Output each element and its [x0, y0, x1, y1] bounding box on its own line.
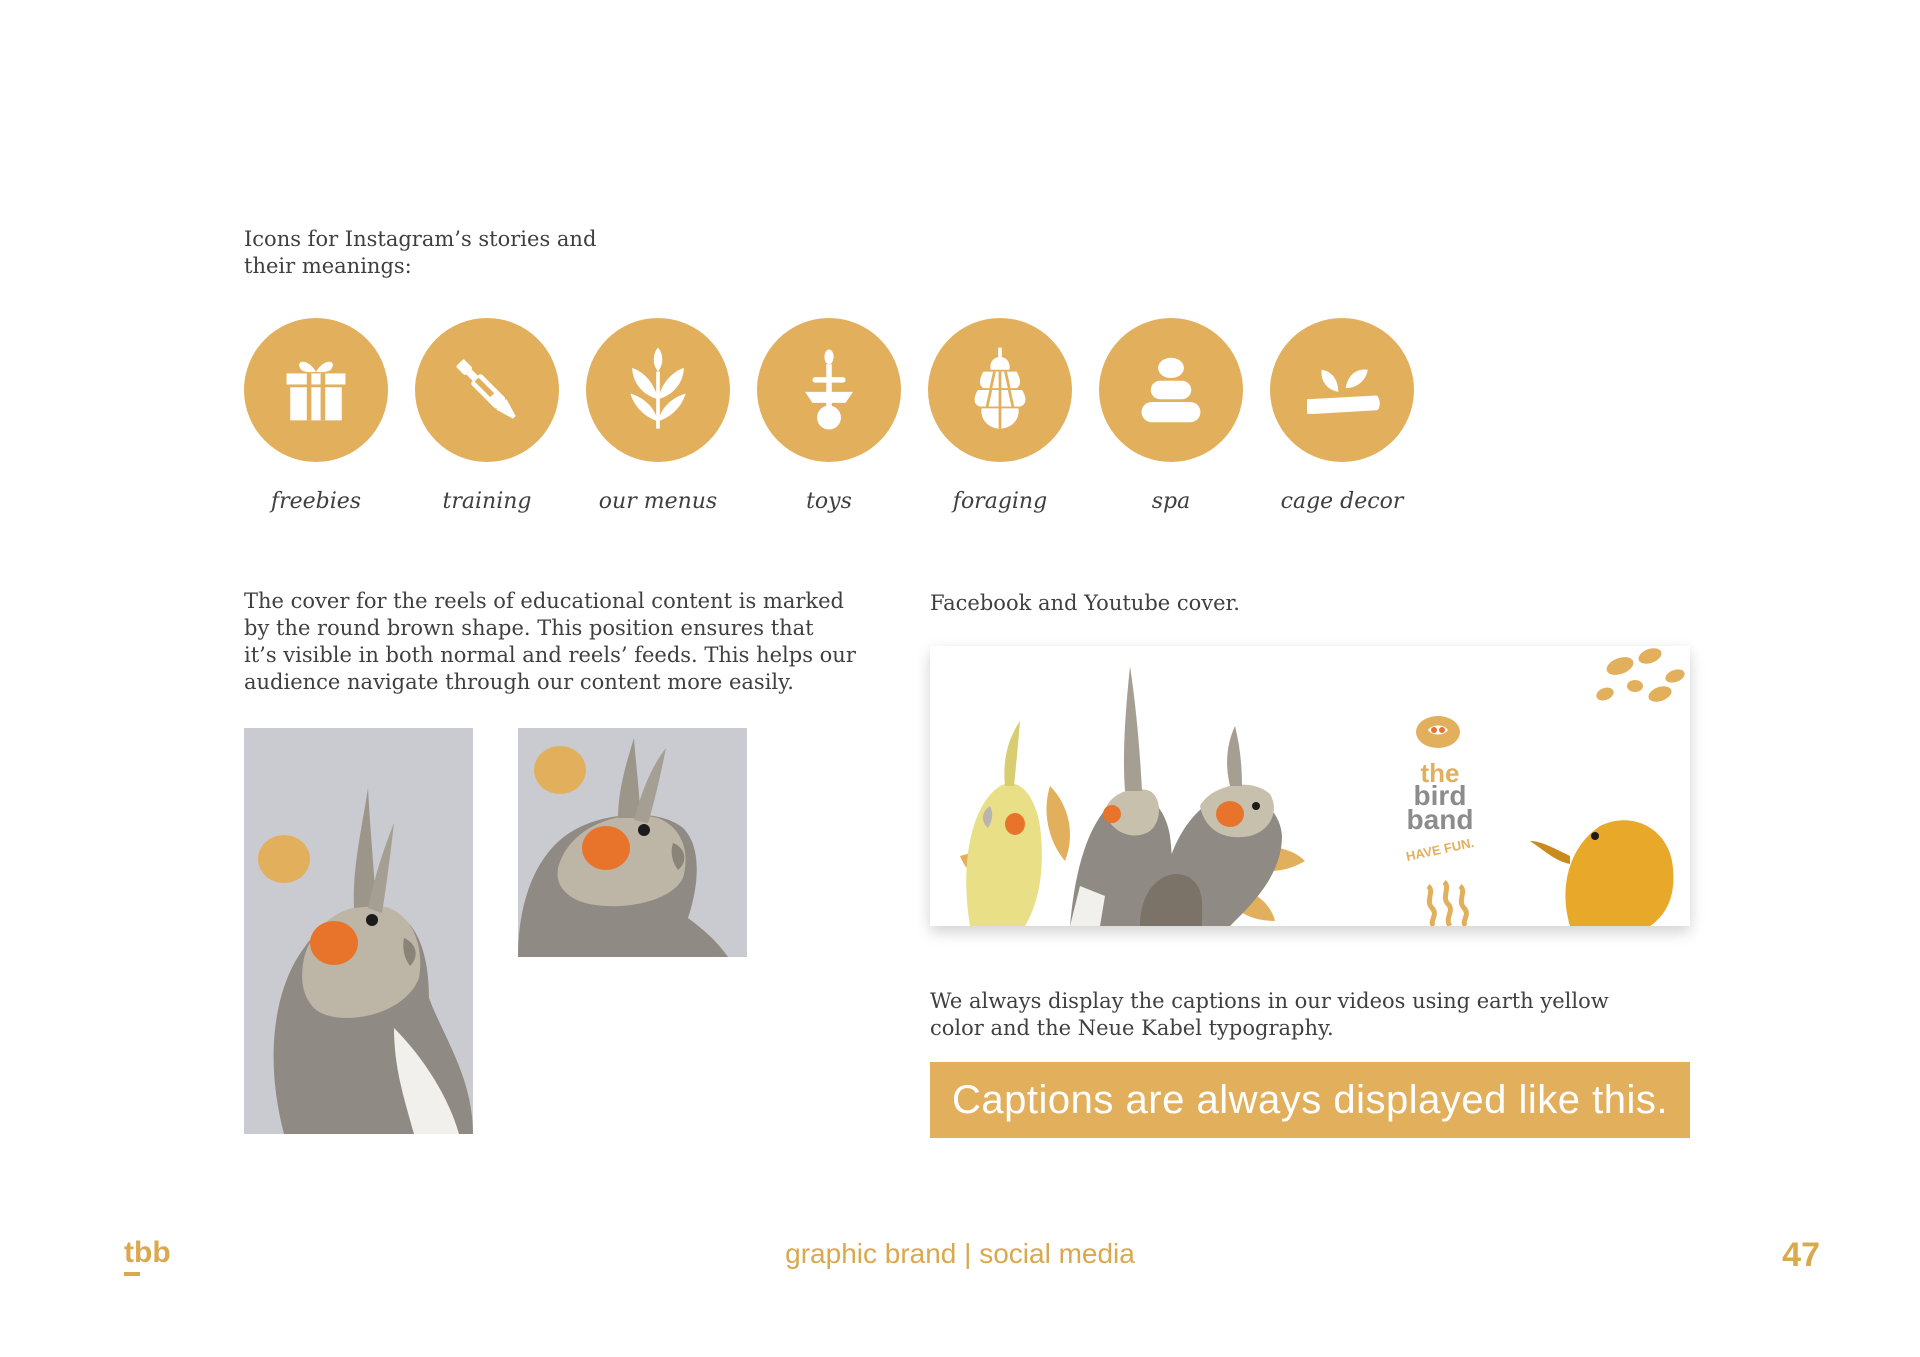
logo-word-the: the [1420, 758, 1460, 788]
reels-line-4: audience navigate through our content more easily. [244, 670, 794, 694]
icon-label-toys: toys [806, 489, 852, 514]
story-icon-training [415, 318, 559, 462]
bird-band-logo [1416, 716, 1460, 748]
captions-description [930, 988, 1650, 1042]
story-icon-our-menus [586, 318, 730, 462]
captions-line-2: color and the Neue Kabel typography. [930, 1016, 1334, 1040]
story-icon-toys [757, 318, 901, 462]
logo-word-bird: bird [1413, 780, 1467, 811]
icon-label-cage-decor: cage decor [1280, 489, 1404, 514]
leaves-icon [586, 318, 730, 462]
story-icon-foraging [928, 318, 1072, 462]
gift-icon [244, 318, 388, 462]
logo-tagline: HAVE FUN. [1404, 834, 1476, 865]
icon-label-foraging: foraging [952, 489, 1048, 514]
pinecone-icon [928, 318, 1072, 462]
story-icon-cage-decor [1270, 318, 1414, 462]
reel-cover-square-photo [518, 728, 747, 957]
captions-line-1: We always display the captions in our videos using earth yellow [930, 989, 1609, 1013]
cover-heading: Facebook and Youtube cover. [930, 591, 1240, 615]
caption-sample-bar [930, 1062, 1690, 1138]
reels-line-1: The cover for the reels of educational content is marked [244, 589, 844, 613]
icon-label-freebies: freebies [270, 489, 362, 514]
clicker-pen-icon [415, 318, 559, 462]
bird-toy-icon [757, 318, 901, 462]
stacked-stones-icon [1099, 318, 1243, 462]
intro-line-2: their meanings: [244, 254, 412, 278]
icon-label-our-menus: our menus [598, 489, 718, 514]
social-cover-banner [930, 646, 1690, 926]
icon-label-training: training [442, 489, 532, 514]
story-icon-freebies [244, 318, 388, 462]
intro-line-1: Icons for Instagram’s stories and [244, 227, 597, 251]
footer-brand-mark: tbb [124, 1236, 171, 1269]
logo-word-band: band [1406, 804, 1474, 835]
cover-illustration [930, 646, 1690, 926]
reel-cover-portrait-photo [244, 728, 473, 1134]
footer-section-title: graphic brand | social media [785, 1238, 1135, 1269]
icon-label-spa: spa [1151, 489, 1191, 514]
icons-intro [244, 226, 664, 280]
reels-line-3: it’s visible in both normal and reels’ feeds. This helps our [244, 643, 856, 667]
page-number: 47 [1782, 1236, 1820, 1274]
reels-line-2: by the round brown shape. This position ensures that [244, 616, 814, 640]
footer-brand-underline [124, 1272, 140, 1276]
story-icon-spa [1099, 318, 1243, 462]
branch-sprout-icon [1270, 318, 1414, 462]
caption-sample-text: Captions are always displayed like this. [952, 1077, 1668, 1122]
reels-description [244, 588, 884, 696]
